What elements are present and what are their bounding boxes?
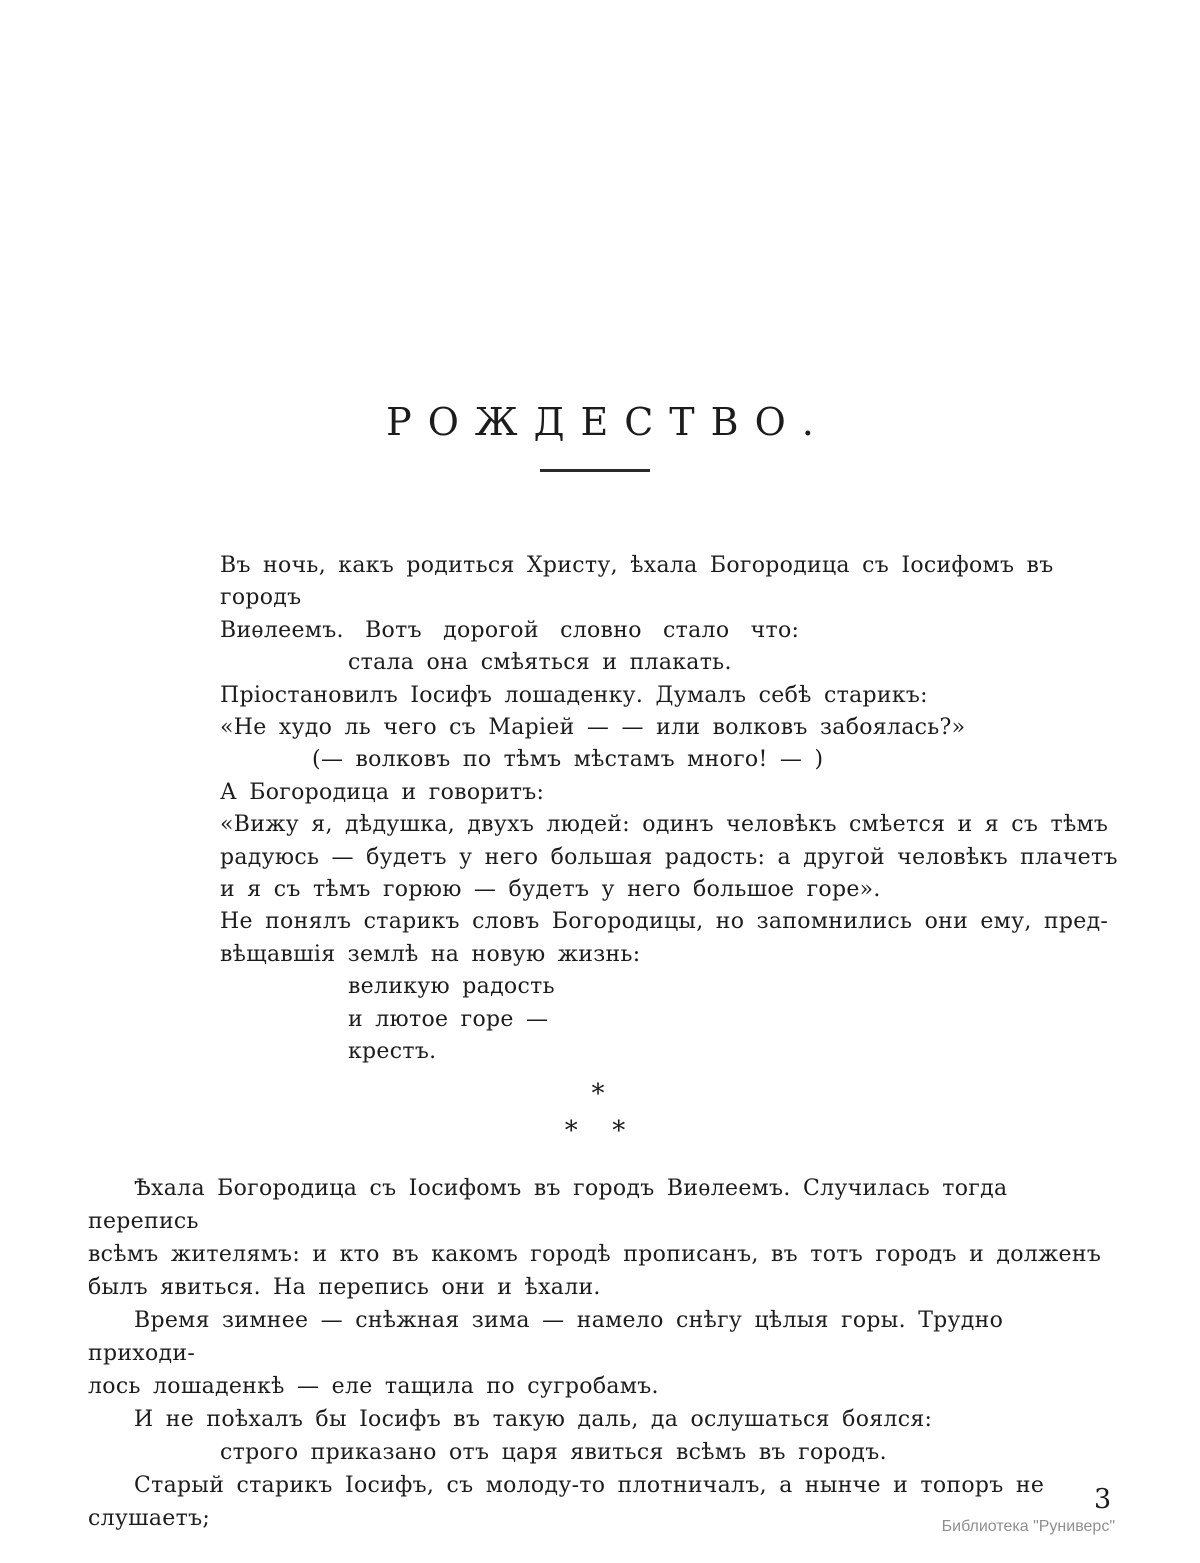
page-number: 3 — [1094, 1484, 1112, 1515]
text-line: «Вижу я, дѣдушка, двухъ людей: одинъ человѣкъ смѣется и я съ тѣмъ — [220, 812, 1109, 838]
text-line: вѣщавшія землѣ на новую жизнь: — [220, 941, 641, 967]
text-line: Старый старикъ Іосифъ, съ молоду-то плотничалъ, а нынче и топоръ не слушаетъ; — [88, 1473, 1057, 1531]
text-line: (— волковъ по тѣмъ мѣстамъ много! — ) — [312, 747, 824, 773]
verse-block — [220, 550, 1120, 1069]
text-line: всѣмъ жителямъ: и кто въ какомъ городѣ прописанъ, въ тотъ городъ и долженъ — [88, 1242, 1102, 1267]
text-line: великую радость — [348, 974, 555, 1000]
asterisk-bottom: * * — [564, 1116, 632, 1146]
library-watermark: Библиотека "Руниверс" — [941, 1518, 1115, 1535]
text-line: крестъ. — [348, 1039, 437, 1065]
text-line: Ѣхала Богородица съ Іосифомъ въ городъ Виѳлеемъ. Случилась тогда перепись — [88, 1176, 1020, 1234]
text-line: Пріостановилъ Іосифъ лошаденку. Думалъ себѣ старикъ: — [220, 682, 928, 708]
text-line: радуюсь — будетъ у него большая радость: а другой человѣкъ плачетъ — [220, 844, 1118, 870]
text-line: Время зимнее — снѣжная зима — намело снѣгу цѣлыя горы. Трудно приходи- — [88, 1308, 1016, 1366]
asterisk-separator — [0, 1076, 1196, 1150]
text-line: стала она смѣяться и плакать. — [348, 650, 732, 676]
text-line: Въ ночь, какъ родиться Христу, ѣхала Богородица съ Іосифомъ въ городъ — [220, 553, 1066, 611]
text-line: строго приказано отъ царя явиться всѣмъ въ городъ. — [220, 1440, 887, 1465]
text-line: Не понялъ старикъ словъ Богородицы, но запомнились они ему, пред- — [220, 909, 1109, 935]
text-line: А Богородица и говоритъ: — [220, 779, 545, 805]
text-line: былъ явиться. На перепись они и ѣхали. — [88, 1275, 601, 1300]
text-line: Виѳлеемъ. Вотъ дорогой словно стало что: — [220, 617, 800, 643]
text-line: «Не худо ль чего съ Маріей — — или волковъ забоялась?» — [220, 715, 966, 741]
text-line: и я съ тѣмъ горюю — будетъ у него большое горе». — [220, 877, 881, 903]
asterisk-top: * — [591, 1079, 605, 1109]
text-line: И не поѣхалъ бы Іосифъ въ такую даль, да ослушаться боялся: — [134, 1407, 933, 1432]
page-title: РОЖДЕСТВО. — [386, 400, 830, 444]
title-divider — [540, 469, 650, 472]
text-line: и лютое горе — — [348, 1006, 549, 1032]
text-line: лось лошаденкѣ — еле тащила по сугробамъ. — [88, 1374, 659, 1399]
prose-block — [88, 1172, 1120, 1535]
